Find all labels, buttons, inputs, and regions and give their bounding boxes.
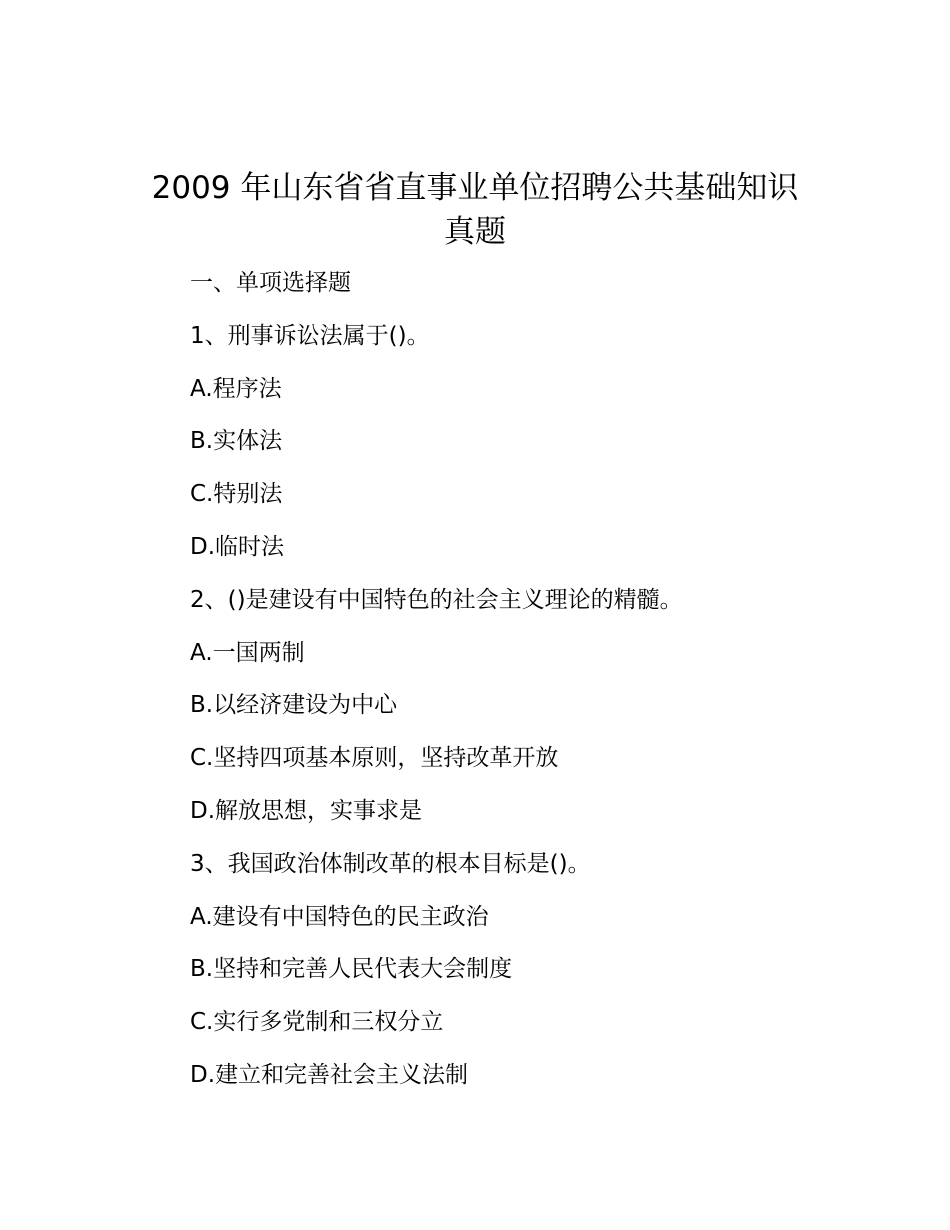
- question-2-option-d: D.解放思想，实事求是: [190, 797, 423, 824]
- section-heading: 一、单项选择题: [190, 270, 351, 296]
- question-1-option-a: A.程序法: [190, 375, 282, 402]
- question-2-option-a: A.一国两制: [190, 639, 305, 666]
- question-2: 2、()是建设有中国特色的社会主义理论的精髓。: [190, 586, 683, 613]
- page-title: 2009 年山东省省直事业单位招聘公共基础知识真题: [151, 170, 799, 250]
- question-1-option-b: B.实体法: [190, 428, 283, 455]
- question-3: 3、我国政治体制改革的根本目标是()。: [190, 850, 591, 877]
- question-2-option-b: B.以经济建设为中心: [190, 692, 398, 719]
- question-1-option-c: C.特别法: [190, 481, 283, 508]
- question-1: 1、刑事诉讼法属于()。: [190, 322, 430, 349]
- question-3-option-c: C.实行多党制和三权分立: [190, 1009, 444, 1036]
- question-3-option-a: A.建设有中国特色的民主政治: [190, 903, 489, 930]
- question-2-option-c: C.坚持四项基本原则，坚持改革开放: [190, 745, 559, 772]
- question-list: [190, 268, 830, 1113]
- question-3-option-b: B.坚持和完善人民代表大会制度: [190, 956, 513, 983]
- question-3-option-d: D.建立和完善社会主义法制: [190, 1061, 469, 1088]
- question-1-option-d: D.临时法: [190, 533, 285, 560]
